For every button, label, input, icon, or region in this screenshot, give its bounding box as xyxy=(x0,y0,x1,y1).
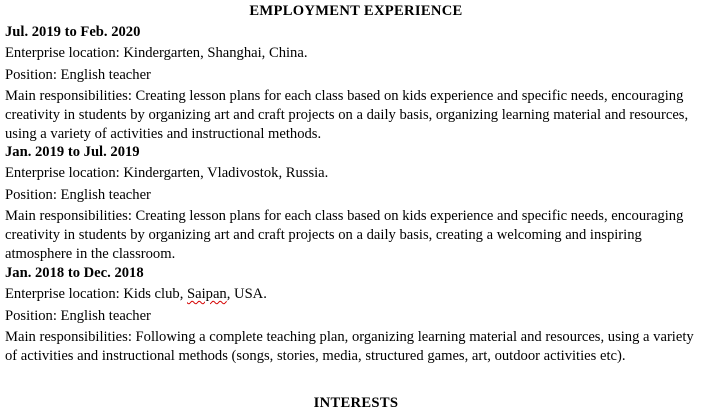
job-dates: Jan. 2018 to Dec. 2018 xyxy=(5,264,144,281)
location-value: Kindergarten, Shanghai, China. xyxy=(123,45,308,61)
job-entry-2 xyxy=(5,143,705,263)
resume-document xyxy=(5,0,705,365)
employment-experience-heading: EMPLOYMENT EXPERIENCE xyxy=(249,3,463,19)
interests-heading: INTERESTS xyxy=(313,395,399,411)
job-position: Position: English teacher xyxy=(5,307,151,324)
location-value: Kindergarten, Vladivostok, Russia. xyxy=(123,165,329,182)
job-position: Position: English teacher xyxy=(5,187,151,204)
location-value-part2: , USA. xyxy=(226,285,267,302)
job-location xyxy=(5,164,705,183)
job-position: Position: English teacher xyxy=(5,67,151,83)
job-dates: Jan. 2019 to Jul. 2019 xyxy=(5,144,140,161)
job-responsibilities: Main responsibilities: Creating lesson plans for each class based on kids experience and specific needs, encouraging creativity in students by organizing art and craft projects on a daily basis, organizing learning material and resources, using a variety of activities and instructional methods. xyxy=(5,88,689,142)
location-misspelled-word: Saipan xyxy=(187,285,227,302)
job-responsibilities: Main responsibilities: Creating lesson plans for each class based on kids experience and specific needs, encouraging creativity in students by organizing art and craft projects on a daily basis, creating a welcoming and inspiring atmosphere in the classroom. xyxy=(5,208,684,262)
job-location xyxy=(5,44,705,63)
job-location xyxy=(5,285,705,304)
location-value-part1: Kids club, xyxy=(123,285,187,302)
job-entry-3 xyxy=(5,264,705,366)
location-label: Enterprise location: xyxy=(5,45,124,61)
job-dates: Jul. 2019 to Feb. 2020 xyxy=(5,24,141,40)
job-responsibilities: Main responsibilities: Following a complete teaching plan, organizing learning material and resources, using a variety of activities and instructional methods (songs, stories, media, structured games, art, outdoor activities etc). xyxy=(5,328,694,364)
job-entry-1 xyxy=(5,23,705,143)
location-label: Enterprise location: xyxy=(5,285,124,302)
location-label: Enterprise location: xyxy=(5,165,124,182)
